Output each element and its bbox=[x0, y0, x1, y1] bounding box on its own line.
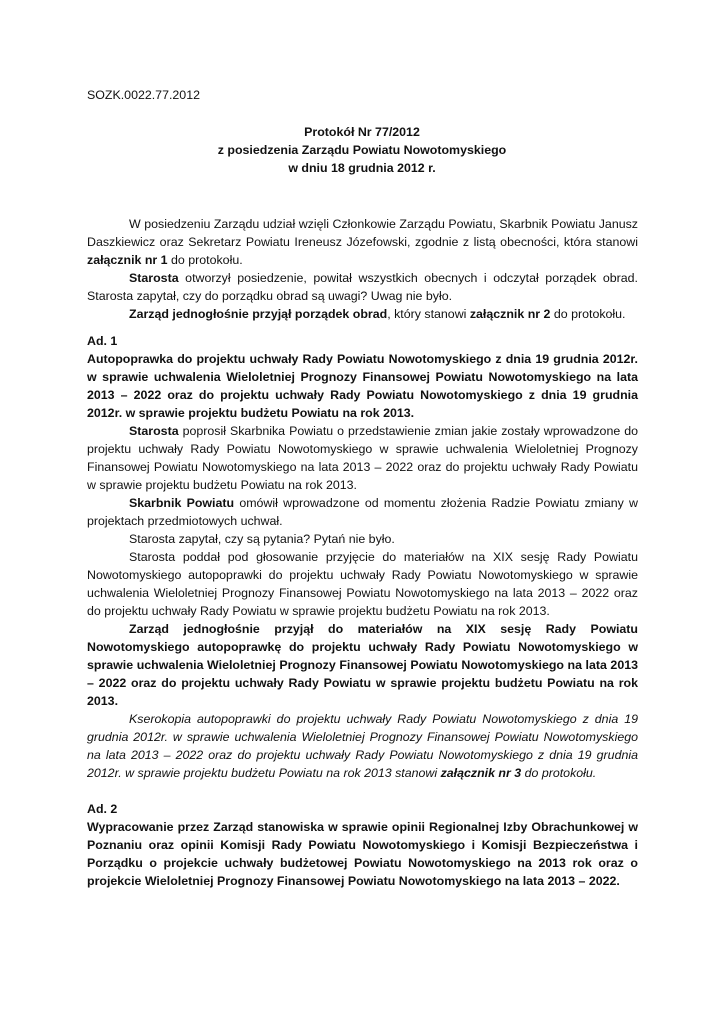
attendance-tail: do protokołu. bbox=[167, 253, 243, 267]
title-line-3: w dniu 18 grudnia 2012 r. bbox=[288, 161, 436, 175]
opening-text: otworzył posiedzenie, powitał wszystkich obecnych i odczytał porządek obrad. Starosta zapytał, czy do porządku obrad są uwagi? Uwag nie było. bbox=[87, 271, 638, 303]
agenda-decision: Zarząd jednogłośnie przyjął porządek obrad bbox=[129, 307, 388, 321]
ad1-paragraph-3: Starosta zapytał, czy są pytania? Pytań nie było. bbox=[129, 532, 395, 546]
document-title bbox=[0, 123, 724, 177]
ad1-p2-subject: Skarbnik Powiatu bbox=[129, 496, 235, 510]
agenda-paragraph bbox=[87, 305, 638, 323]
attendance-paragraph bbox=[87, 215, 638, 269]
opening-paragraph bbox=[87, 269, 638, 305]
section-ad2-title: Wypracowanie przez Zarząd stanowiska w sprawie opinii Regionalnej Izby Obrachunkowej w Poznaniu oraz opinii Komisji Rady Powiatu Nowotomyskiego i Komisji Bezpieczeństwa i Porządku o projekcie uchwały budżetowej Powiatu Nowotomyskiego na 2013 rok oraz o projekcie Wieloletniej Prognozy Finansowej Powiatu Nowotomyskiego na lata 2013 – 2022. bbox=[87, 820, 638, 888]
agenda-text: , który stanowi bbox=[387, 307, 470, 321]
ad1-p1-text: poprosił Skarbnika Powiatu o przedstawienie zmian jakie zostały wprowadzone do projektu uchwały Rady Powiatu Nowotomyskiego w sprawie uchwalenia Wieloletniej Prognozy Finansowej Powiatu Nowotomyskiego na lata 2013 – 2022 oraz do projektu uchwały Rady Powiatu w sprawie projektu budżetu Powiatu na rok 2013. bbox=[87, 424, 638, 492]
ad1-attachment-note bbox=[87, 710, 638, 782]
ad1-paragraph-1 bbox=[87, 422, 638, 494]
agenda-tail: do protokołu. bbox=[550, 307, 626, 321]
attachment-2-ref: załącznik nr 2 bbox=[469, 307, 551, 321]
title-line-2: z posiedzenia Zarządu Powiatu Nowotomyskiego bbox=[217, 143, 507, 157]
document-body bbox=[87, 215, 638, 890]
attachment-1-ref: załącznik nr 1 bbox=[87, 253, 168, 267]
ad1-p1-subject: Starosta bbox=[129, 424, 179, 438]
ad1-note-text: Kserokopia autopoprawki do projektu uchwały Rady Powiatu Nowotomyskiego z dnia 19 grudnia 2012r. w sprawie uchwalenia Wieloletniej Prognozy Finansowej Powiatu Nowotomyskiego na lata 2013 – 2022 oraz do projektu uchwały Rady Powiatu Nowotomyskiego z dnia 19 grudnia 2012r. w sprawie projektu budżetu Powiatu na rok 2013 stanowi bbox=[87, 712, 638, 780]
section-ad2-label: Ad. 2 bbox=[87, 802, 118, 816]
ad1-p2-text: omówił wprowadzone od momentu złożenia Radzie Powiatu zmiany w projektach przedmiotowych uchwał. bbox=[87, 496, 638, 528]
ad1-decision: Zarząd jednogłośnie przyjął do materiałów na XIX sesję Rady Powiatu Nowotomyskiego autopoprawkę do projektu uchwały Rady Powiatu Nowotomyskiego w sprawie uchwalenia Wieloletniej Prognozy Finansowej Powiatu Nowotomyskiego na lata 2013 – 2022 oraz do projektu uchwały Rady Powiatu w sprawie projektu budżetu Powiatu na rok 2013. bbox=[87, 622, 638, 708]
attendance-text: W posiedzeniu Zarządu udział wzięli Członkowie Zarządu Powiatu, Skarbnik Powiatu Janusz Daszkiewicz oraz Sekretarz Powiatu Ireneusz Józefowski, zgodnie z listą obecności, która stanowi bbox=[87, 217, 638, 249]
ad1-paragraph-2 bbox=[87, 494, 638, 530]
attachment-3-ref: załącznik nr 3 bbox=[440, 766, 522, 780]
document-reference: SOZK.0022.77.2012 bbox=[87, 88, 200, 102]
section-ad1-label: Ad. 1 bbox=[87, 334, 118, 348]
section-ad1-title: Autopoprawka do projektu uchwały Rady Powiatu Nowotomyskiego z dnia 19 grudnia 2012r. w sprawie uchwalenia Wieloletniej Prognozy Finansowej Powiatu Nowotomyskiego na lata 2013 – 2022 oraz do projektu uchwały Rady Powiatu Nowotomyskiego z dnia 19 grudnia 2012r. w sprawie projektu budżetu Powiatu na rok 2013. bbox=[87, 352, 638, 420]
ad1-note-tail: do protokołu. bbox=[521, 766, 597, 780]
opening-subject: Starosta bbox=[129, 271, 179, 285]
title-line-1: Protokół Nr 77/2012 bbox=[304, 125, 420, 139]
ad1-paragraph-4: Starosta poddał pod głosowanie przyjęcie do materiałów na XIX sesję Rady Powiatu Nowotomyskiego autopoprawki do projektu uchwały Rady Powiatu Nowotomyskiego w sprawie uchwalenia Wieloletniej Prognozy Finansowej Powiatu Nowotomyskiego na lata 2013 – 2022 oraz do projektu uchwały Rady Powiatu w sprawie projektu budżetu Powiatu na rok 2013. bbox=[87, 550, 638, 618]
